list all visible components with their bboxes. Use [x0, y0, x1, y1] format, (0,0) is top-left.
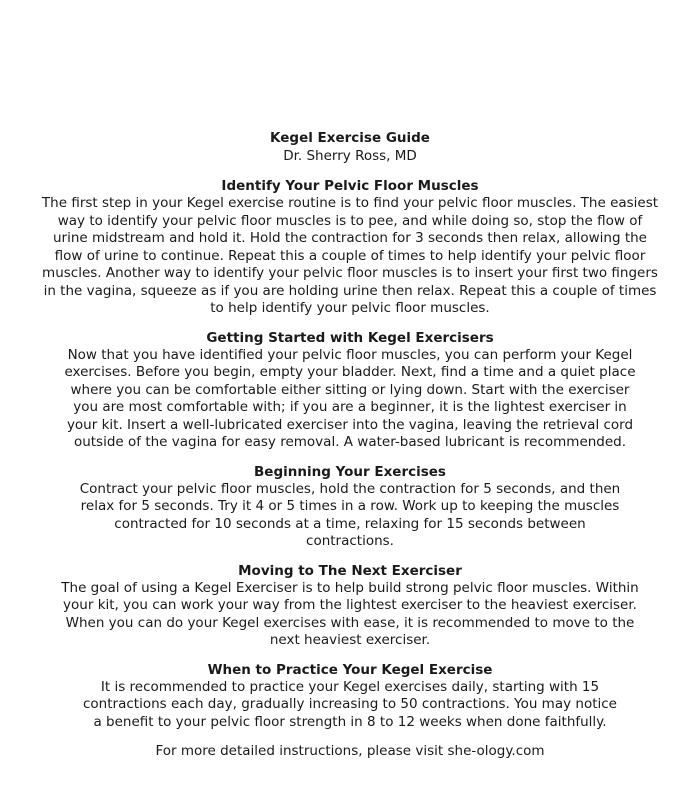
- section-getting-started: [0, 329, 700, 452]
- section-heading: When to Practice Your Kegel Exercise: [207, 661, 493, 678]
- section-next-exerciser: [0, 562, 700, 650]
- section-heading: Moving to The Next Exerciser: [238, 562, 462, 579]
- section-heading: Identify Your Pelvic Floor Muscles: [221, 178, 479, 194]
- footer-instructions-link-text: For more detailed instructions, please visit she-ology.com: [155, 743, 545, 759]
- document-author: Dr. Sherry Ross, MD: [283, 148, 417, 164]
- section-body: The goal of using a Kegel Exerciser is to help build strong pelvic floor muscles. Within your kit, you can work your way from the lightest exerciser to the heaviest exerciser. When you can do your Kegel exercises with ease, it is recommended to move to the next heaviest exerciser.: [61, 579, 639, 648]
- section-heading: Getting Started with Kegel Exercisers: [206, 329, 494, 346]
- section-body: The first step in your Kegel exercise routine is to find your pelvic floor muscles. The easiest way to identify your pelvic floor muscles is to pee, and while doing so, stop the flow of urine midstream and hold it. Hold the contraction for 3 seconds then relax, allowing the flow of urine to continue. Repeat this a couple of times to help identify your pelvic floor muscles. Another way to identify your pelvic floor muscles is to insert your first two fingers in the vagina, squeeze as if you are holding urine then relax. Repeat this a couple of times to help identify your pelvic floor muscles.: [41, 195, 659, 316]
- section-body: It is recommended to practice your Kegel exercises daily, starting with 15 contractions each day, gradually increasing to 50 contractions. You may notice a benefit to your pelvic floor strength in 8 to 12 weeks when done faithfully.: [83, 678, 617, 730]
- section-when-to-practice: [0, 661, 700, 732]
- section-body: Now that you have identified your pelvic floor muscles, you can perform your Kegel exercises. Before you begin, empty your bladder. Next, find a time and a quiet place where you can be comfortable either sitting or lying down. Start with the exerciser you are most comfortable with; if you are a beginner, it is the lightest exerciser in your kit. Insert a well-lubricated exerciser into the vagina, leaving the retrieval cord outside of the vagina for easy removal. A water-based lubricant is recommended.: [64, 346, 636, 450]
- section-body: Contract your pelvic floor muscles, hold the contraction for 5 seconds, and then relax for 5 seconds. Try it 4 or 5 times in a row. Work up to keeping the muscles contracted for 10 seconds at a time, relaxing for 15 seconds between contractions.: [79, 480, 621, 549]
- section-heading: Beginning Your Exercises: [254, 463, 446, 480]
- section-beginning-exercises: [0, 463, 700, 551]
- document-title: Kegel Exercise Guide: [270, 130, 430, 146]
- section-identify-muscles: [0, 177, 700, 318]
